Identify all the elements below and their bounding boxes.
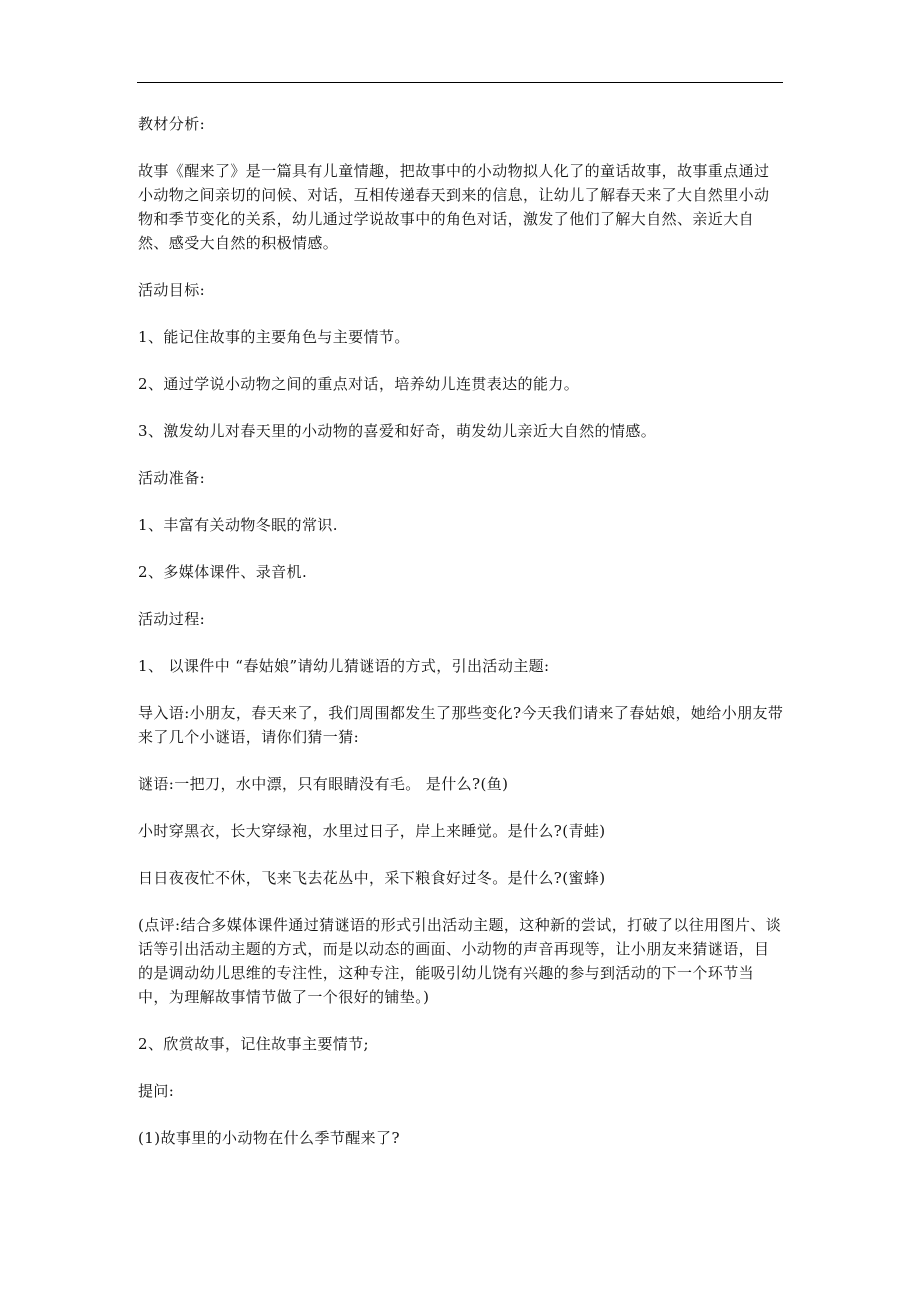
process-step-1: 1、 以课件中 “春姑娘”请幼儿猜谜语的方式，引出活动主题: [138,657,550,675]
heading-activity-goals: 活动目标: [138,281,206,299]
riddle-1: 谜语:一把刀，水中漂，只有眼睛没有毛。 是什么?(鱼) [138,775,509,793]
header-rule [137,82,783,83]
goal-item-3: 3、激发幼儿对春天里的小动物的喜爱和好奇，萌发幼儿亲近大自然的情感。 [138,422,657,440]
preparation-item-2: 2、多媒体课件、录音机. [138,563,308,581]
heading-activity-process: 活动过程: [138,610,206,628]
paragraph-material-analysis: 故事《醒来了》是一篇具有儿童情趣，把故事中的小动物拟人化了的童话故事，故事重点通过小动物之间亲切的问候、对话，互相传递春天到来的信息，让幼儿了解春天来了大自然里小动物和季节变化的关系，幼儿通过学说故事中的角色对话，激发了他们了解大自然、亲近大自然、感受大自然的积极情感。 [138,162,770,252]
riddle-2: 小时穿黑衣，长大穿绿袍，水里过日子，岸上来睡觉。是什么?(青蛙) [138,822,606,840]
question-1: (1)故事里的小动物在什么季节醒来了? [138,1129,400,1147]
intro-speech: 导入语:小朋友，春天来了，我们周围都发生了那些变化?今天我们请来了春姑娘，她给小朋友带来了几个小谜语，请你们猜一猜: [138,704,784,746]
heading-questions: 提问: [138,1082,175,1100]
goal-item-1: 1、能记住故事的主要角色与主要情节。 [138,328,410,346]
process-step-2: 2、欣赏故事，记住故事主要情节; [138,1035,369,1053]
goal-item-2: 2、通过学说小动物之间的重点对话，培养幼儿连贯表达的能力。 [138,375,580,393]
preparation-item-1: 1、丰富有关动物冬眠的常识. [138,516,338,534]
comment-paragraph: (点评:结合多媒体课件通过猜谜语的形式引出活动主题，这种新的尝试，打破了以往用图片、谈话等引出活动主题的方式，而是以动态的画面、小动物的声音再现等，让小朋友来猜谜语，目的是调动幼儿思维的专注性，这种专注，能吸引幼儿饶有兴趣的参与到活动的下一个环节当中，为理解故事情节做了一个很好的铺垫。) [138,916,782,1006]
heading-material-analysis: 教材分析: [138,115,206,133]
riddle-3: 日日夜夜忙不休，飞来飞去花丛中，采下粮食好过冬。是什么?(蜜蜂) [138,869,606,887]
heading-activity-preparation: 活动准备: [138,469,206,487]
document-body [138,112,784,1173]
